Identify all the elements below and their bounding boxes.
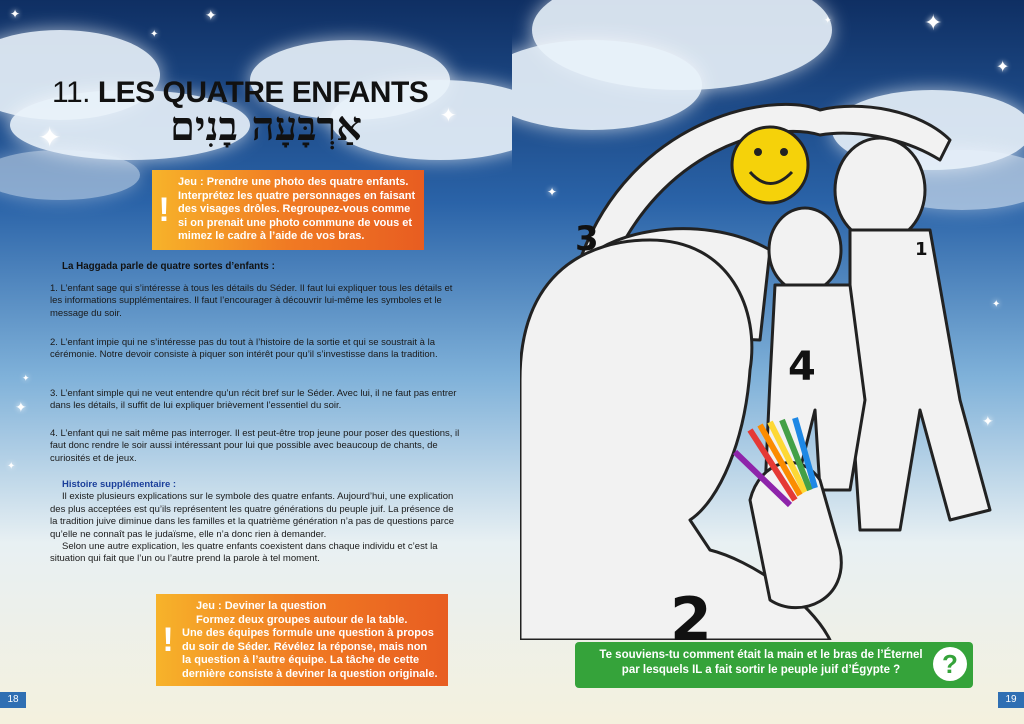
- game-line: Jeu : Prendre une photo des quatre enfants.: [178, 176, 409, 188]
- jersey-number: 4: [788, 344, 816, 390]
- star-icon: ✦: [924, 10, 943, 35]
- game-box-question: [156, 594, 448, 686]
- paragraph-2: [50, 337, 462, 362]
- game-line: des visages drôles. Regroupez-vous comme: [178, 203, 411, 215]
- exclamation-icon: !: [158, 191, 170, 229]
- paragraph-text: 1. L’enfant sage qui s’intéresse à tous les détails du Séder. Il faut lui expliquer tous les détails et les informations supplémentaires. Il faut l’encourager à découvrir lui-même les symboles et le message du soir.: [50, 283, 453, 319]
- jersey-number: 3: [575, 219, 599, 259]
- title-text: LES QUATRE ENFANTS: [97, 76, 429, 109]
- star-icon: ✦: [996, 59, 1010, 76]
- game-line: dernière consiste à deviner la question originale.: [182, 667, 438, 680]
- game-line: mimez le cadre à l’aide de vos bras.: [178, 230, 365, 242]
- game-line: Interprétez les quatre personnages en faisant: [178, 189, 416, 202]
- page-number: 18: [0, 692, 26, 708]
- cloud: [0, 150, 140, 200]
- star-icon: ✦: [38, 122, 62, 153]
- paragraph-text: 3. L’enfant simple qui ne veut entendre qu’un récit bref sur le Séder. Avec lui, il ne faut pas entrer dans les détails, il suffit de lui expliquer brièvement l’essentiel du soir.: [50, 388, 457, 412]
- hebrew-title: אַרְבָּעָה בָנִים: [170, 103, 362, 150]
- paragraph-1: [50, 283, 462, 320]
- game-line: la question à l’autre équipe. La tâche de cette: [182, 654, 420, 666]
- star-icon: ✦: [824, 15, 832, 25]
- title-number: 11.: [52, 76, 90, 109]
- star-icon: ✦: [992, 299, 1001, 310]
- paragraph-3: [50, 388, 462, 413]
- paragraph-text: 4. L’enfant qui ne sait même pas interroger. Il est peut-être trop jeune pour poser des questions, il faut donc rendre le soir aussi intéressant pour lui que possible avec beaucoup de chants, de curiosités et de jeux.: [50, 428, 460, 464]
- history-text: Il existe plusieurs explications sur le symbole des quatre enfants. Aujourd’hui, une explication des plus acceptées est qu’ils représentent les quatre générations du peuple juif. La présence de la tradition juive diminue dans les familles et la quatrième génération n’a pas de questions parce qu’elle ne connaît pas le judaïsme, elle n’a donc rien à demander.: [50, 491, 454, 540]
- intro-heading: La Haggada parle de quatre sortes d’enfants :: [62, 261, 275, 272]
- history-text: Selon une autre explication, les quatre enfants coexistent dans chaque individu et c’est la situation qui fait que l’un ou l’autre prend la parole à tel moment.: [50, 541, 438, 565]
- star-icon: ✦: [15, 399, 27, 415]
- paragraph-4: [50, 428, 462, 465]
- game-line: Jeu : Deviner la question: [196, 600, 327, 612]
- history-heading: Histoire supplémentaire :: [62, 479, 177, 490]
- smiley-face-icon: [732, 127, 808, 203]
- game-line: Formez deux groupes autour de la table.: [196, 613, 408, 626]
- jersey-number: 2: [670, 585, 712, 640]
- star-icon: ✦: [547, 185, 558, 199]
- star-icon: ✦: [982, 413, 994, 429]
- game-box-photo: [152, 170, 424, 250]
- question-line: par lesquels IL a fait sortir le peuple juif d’Égypte ?: [621, 664, 901, 676]
- star-icon: ✦: [7, 461, 16, 472]
- star-icon: ✦: [205, 7, 217, 23]
- four-children-illustration: [520, 80, 1000, 640]
- star-icon: ✦: [10, 7, 21, 21]
- star-icon: ✦: [440, 105, 457, 127]
- question-line: Te souviens-tu comment était la main et le bras de l’Éternel: [599, 649, 923, 661]
- star-icon: ✦: [150, 29, 159, 40]
- paragraph-text: 2. L’enfant impie qui ne s’intéresse pas du tout à l’histoire de la sortie et qui se soustrait à la cérémonie. Notre devoir consiste à piquer son intérêt pour qu’il s’investisse dans la tradition.: [50, 337, 438, 361]
- question-banner: [575, 642, 973, 688]
- question-mark-icon: ?: [933, 647, 967, 681]
- history-section: [50, 479, 462, 566]
- game-line: si on prenait une photo commune de vous et: [178, 216, 413, 229]
- page-number: 19: [998, 692, 1024, 708]
- game-line: Une des équipes formule une question à propos: [182, 627, 434, 639]
- game-line: du soir de Séder. Révélez la réponse, mais non: [182, 640, 428, 653]
- jersey-number: 1: [915, 239, 928, 260]
- star-icon: ✦: [22, 373, 30, 383]
- exclamation-icon: !: [162, 621, 174, 659]
